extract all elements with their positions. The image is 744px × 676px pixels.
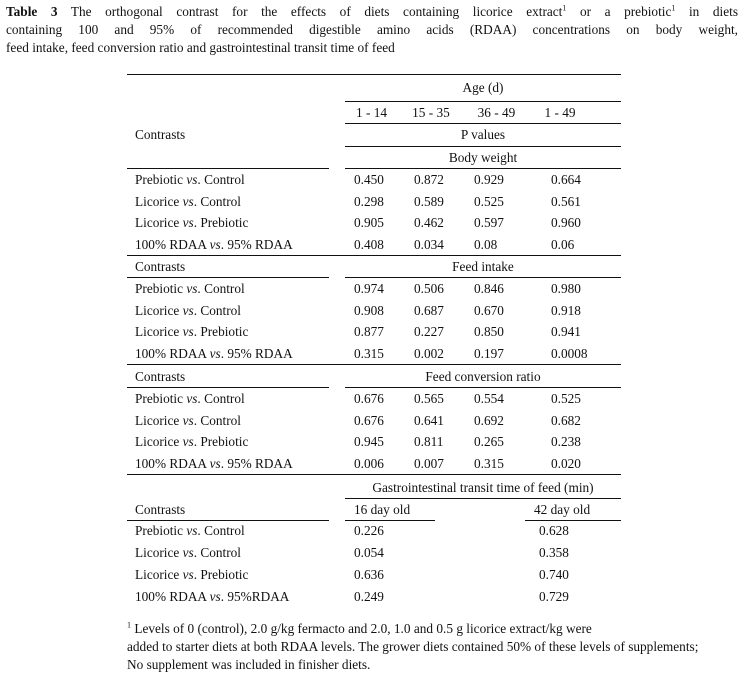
contrast-label-part: Licorice <box>135 434 183 450</box>
contrast-label-part: . Control <box>197 281 245 296</box>
contrast-label-part: vs <box>209 346 221 362</box>
contrast-label-part: Licorice <box>135 567 183 582</box>
table-rule <box>345 123 621 124</box>
p-value-cell: 0.729 <box>539 589 569 604</box>
caption-line-2: containing 100 and 95% of recommended digestible amino acids (RDAA) concentrations on body weight, <box>6 22 738 37</box>
contrasts-header: Contrasts <box>135 502 186 517</box>
contrast-label-part: vs <box>182 324 194 340</box>
contrast-label <box>135 545 241 561</box>
footnote <box>127 620 699 674</box>
footnote-line-2: added to starter diets at both RDAA levels. The grower diets contained 50% of these levels of supplements; <box>127 639 699 654</box>
table-rule <box>345 520 435 521</box>
contrast-label-part: 100% RDAA <box>135 589 210 604</box>
contrast-label <box>135 215 248 231</box>
contrast-label-part: . Prebiotic <box>193 567 249 582</box>
contrast-label-part: . Control <box>193 545 241 560</box>
p-value-cell: 0.020 <box>551 456 581 472</box>
contrast-label-part: vs <box>182 193 194 209</box>
contrast-label-part: vs <box>182 302 194 318</box>
contrast-label-part: . Prebiotic <box>193 215 249 231</box>
p-value-cell: 0.06 <box>551 237 575 253</box>
contrast-label-part: . Prebiotic <box>193 324 249 340</box>
p-value-cell: 0.554 <box>474 391 504 406</box>
p-value-cell: 0.315 <box>474 456 504 472</box>
contrast-label-part: . Control <box>193 193 241 209</box>
table-rule <box>525 520 621 521</box>
contrast-label-part: vs <box>182 434 194 450</box>
p-value-cell: 0.692 <box>474 412 504 428</box>
contrast-label-part: vs <box>182 567 194 582</box>
age-header: Age (d) <box>462 80 504 95</box>
p-value-cell: 0.918 <box>551 302 581 318</box>
table-rule <box>127 474 621 475</box>
contrast-label-part: Prebiotic <box>135 391 187 406</box>
table-rule <box>345 168 621 169</box>
contrast-label <box>135 434 248 450</box>
contrast-label-part: Prebiotic <box>135 281 187 296</box>
p-value-cell: 0.872 <box>414 172 444 187</box>
p-value-cell: 0.670 <box>474 302 504 318</box>
contrast-label <box>135 172 245 188</box>
contrast-label-part: vs <box>182 545 194 560</box>
contrast-label-part: . Prebiotic <box>193 434 249 450</box>
p-value-cell: 0.462 <box>414 215 444 231</box>
table-rule <box>127 364 621 365</box>
gi-column-header: 16 day old <box>354 502 411 517</box>
p-value-cell: 0.565 <box>414 391 444 406</box>
p-value-cell: 0.238 <box>551 434 581 450</box>
p-value-cell: 0.908 <box>354 302 384 318</box>
contrast-label-part: vs <box>209 589 221 604</box>
contrast-label <box>135 523 245 539</box>
table-rule <box>345 277 621 278</box>
contrasts-header: Contrasts <box>135 369 186 384</box>
table-rule <box>127 255 621 256</box>
p-value-cell: 0.641 <box>414 412 444 428</box>
contrast-label <box>135 281 245 297</box>
p-value-cell: 0.408 <box>354 237 384 253</box>
p-value-cell: 0.980 <box>551 281 581 296</box>
p-value-cell: 0.006 <box>354 456 384 472</box>
table-rule <box>127 387 329 388</box>
p-value-cell: 0.676 <box>354 412 384 428</box>
contrasts-header: Contrasts <box>135 259 186 274</box>
p-value-cell: 0.007 <box>414 456 444 472</box>
table-caption <box>6 3 738 57</box>
p-value-cell: 0.525 <box>551 391 581 406</box>
period-header: 15 - 35 <box>412 105 450 120</box>
footnote-line-3: No supplement was included in finisher diets. <box>127 657 371 672</box>
table-label: Table 3 <box>6 4 58 19</box>
p-value-cell: 0.358 <box>539 545 569 560</box>
period-header: 1 - 49 <box>544 105 576 120</box>
contrast-label-part: . 95%RDAA <box>220 589 290 604</box>
footnote-line-1: $^1$ Levels of 0 (control), 2.0 g/kg fermacto and 2.0, 1.0 and 0.5 g licorice extract/kg were <box>127 620 592 636</box>
contrast-label-part: Licorice <box>135 215 183 231</box>
contrast-label-part: 100% RDAA <box>135 237 210 253</box>
p-value-cell: 0.682 <box>551 412 581 428</box>
p-value-cell: 0.960 <box>551 215 581 231</box>
contrast-label <box>135 346 293 362</box>
p-value-cell: 0.265 <box>474 434 504 450</box>
p-value-cell: 0.740 <box>539 567 569 582</box>
p-value-cell: 0.227 <box>414 324 444 340</box>
contrast-label <box>135 391 245 407</box>
section-title: Gastrointestinal transit time of feed (min) <box>372 480 594 495</box>
p-value-cell: 0.002 <box>414 346 444 362</box>
p-value-cell: 0.034 <box>414 237 444 253</box>
p-value-cell: 0.506 <box>414 281 444 296</box>
section-title: Feed intake <box>452 259 514 274</box>
contrast-label-part: . Control <box>193 302 241 318</box>
table-rule <box>345 146 621 147</box>
contrast-label-part: 100% RDAA <box>135 456 210 472</box>
p-value-cell: 0.877 <box>354 324 384 340</box>
contrast-label-part: Licorice <box>135 412 183 428</box>
p-values-header: P values <box>460 127 506 142</box>
p-value-cell: 0.450 <box>354 172 384 187</box>
p-value-cell: 0.226 <box>354 523 384 538</box>
p-value-cell: 0.054 <box>354 545 384 560</box>
p-value-cell: 0.905 <box>354 215 384 231</box>
p-value-cell: 0.197 <box>474 346 504 362</box>
caption-line-3: feed intake, feed conversion ratio and gastrointestinal transit time of feed <box>6 40 395 55</box>
contrast-label-part: . 95% RDAA <box>220 346 293 362</box>
contrast-label <box>135 567 248 583</box>
p-value-cell: 0.676 <box>354 391 384 406</box>
p-value-cell: 0.08 <box>474 237 498 253</box>
p-value-cell: 0.811 <box>414 434 444 450</box>
contrast-label-part: vs <box>209 456 221 472</box>
p-value-cell: 0.0008 <box>551 346 588 362</box>
contrast-label-part: . Control <box>197 391 245 406</box>
contrast-label-part: vs <box>186 523 198 538</box>
contrast-label <box>135 456 293 472</box>
contrast-label-part: 100% RDAA <box>135 346 210 362</box>
contrast-label-part: Licorice <box>135 193 183 209</box>
p-value-cell: 0.636 <box>354 567 384 582</box>
p-value-cell: 0.315 <box>354 346 384 362</box>
contrast-label-part: vs <box>186 391 198 406</box>
p-value-cell: 0.687 <box>414 302 444 318</box>
contrast-label-part: vs <box>182 412 194 428</box>
table-rule <box>345 101 621 102</box>
contrast-label-part: vs <box>186 172 198 187</box>
contrast-label-part: vs <box>209 237 221 253</box>
table-rule <box>127 277 329 278</box>
gi-column-header: 42 day old <box>534 502 591 517</box>
contrast-label-part: Licorice <box>135 302 183 318</box>
contrast-label-part: vs <box>186 281 198 296</box>
caption-line-1: Table 3 The orthogonal contrast for the effects of diets containing licorice extract$^1$ or a prebiotic$^1$ in diets <box>6 3 738 19</box>
table-rule <box>345 387 621 388</box>
period-header: 36 - 49 <box>477 105 516 120</box>
contrast-label-part: . Control <box>197 172 245 187</box>
contrast-label-part: Licorice <box>135 545 183 560</box>
p-value-cell: 0.664 <box>551 172 581 187</box>
p-value-cell: 0.974 <box>354 281 384 296</box>
p-value-cell: 0.561 <box>551 193 581 209</box>
section-title: Body weight <box>448 150 518 165</box>
contrast-label-part: . Control <box>193 412 241 428</box>
p-value-cell: 0.941 <box>551 324 581 340</box>
contrast-label-part: vs <box>182 215 194 231</box>
p-value-cell: 0.525 <box>474 193 504 209</box>
contrast-label <box>135 237 293 253</box>
contrast-label-part: . 95% RDAA <box>220 456 293 472</box>
contrast-label-part: . 95% RDAA <box>220 237 293 253</box>
contrast-label-part: . Control <box>197 523 245 538</box>
table-rule <box>127 74 621 75</box>
table-rule <box>127 520 329 521</box>
p-value-cell: 0.589 <box>414 193 444 209</box>
contrast-label <box>135 194 241 210</box>
contrast-label <box>135 589 289 605</box>
contrast-label <box>135 303 241 319</box>
table-rule <box>345 498 621 499</box>
table-rule <box>127 168 329 169</box>
contrast-label-part: Licorice <box>135 324 183 340</box>
p-value-cell: 0.945 <box>354 434 384 450</box>
p-value-cell: 0.850 <box>474 324 504 340</box>
contrast-label-part: Prebiotic <box>135 523 187 538</box>
contrast-label <box>135 413 241 429</box>
contrast-label-part: Prebiotic <box>135 172 187 187</box>
section-title: Feed conversion ratio <box>425 369 541 384</box>
p-value-cell: 0.249 <box>354 589 384 604</box>
p-value-cell: 0.597 <box>474 215 504 231</box>
period-header: 1 - 14 <box>355 105 388 120</box>
contrast-label <box>135 324 248 340</box>
p-value-cell: 0.929 <box>474 172 504 187</box>
p-value-cell: 0.846 <box>474 281 504 296</box>
p-value-cell: 0.628 <box>539 523 569 538</box>
p-value-cell: 0.298 <box>354 193 384 209</box>
contrasts-header: Contrasts <box>135 127 186 142</box>
